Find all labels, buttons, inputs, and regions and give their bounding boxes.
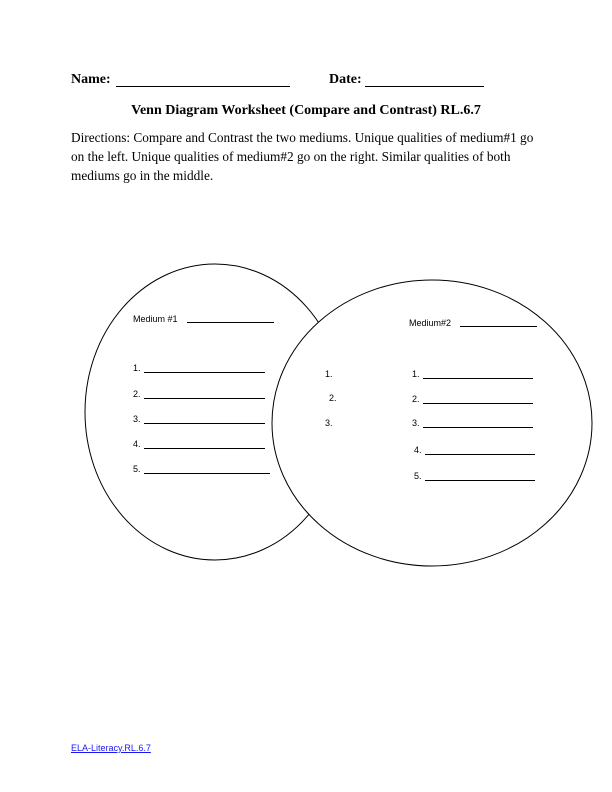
medium1-label: Medium #1 xyxy=(133,314,178,324)
name-label: Name: xyxy=(71,72,111,87)
right-item-1-line[interactable] xyxy=(423,378,533,379)
worksheet-title: Venn Diagram Worksheet (Compare and Contrast) RL.6.7 xyxy=(131,103,481,118)
right-item-3-number: 3. xyxy=(412,418,420,428)
right-item-5-line[interactable] xyxy=(425,480,535,481)
medium1-field[interactable] xyxy=(187,322,274,323)
left-item-2-number: 2. xyxy=(133,389,141,399)
medium2-label: Medium#2 xyxy=(409,318,452,328)
standard-link[interactable]: ELA-Literacy.RL.6.7 xyxy=(71,743,151,753)
left-item-3-number: 3. xyxy=(133,414,141,424)
date-label: Date: xyxy=(329,72,362,87)
right-item-5-number: 5. xyxy=(414,471,422,481)
left-item-1-number: 1. xyxy=(133,363,141,373)
left-item-2-line[interactable] xyxy=(144,398,265,399)
right-item-4-line[interactable] xyxy=(425,454,535,455)
left-item-3-line[interactable] xyxy=(144,423,265,424)
left-item-4-line[interactable] xyxy=(144,448,265,449)
middle-item-1-number: 1. xyxy=(325,369,333,379)
right-item-1-number: 1. xyxy=(412,369,420,379)
medium2-field[interactable] xyxy=(460,326,537,327)
middle-item-3-number: 3. xyxy=(325,418,333,428)
middle-item-2-number: 2. xyxy=(329,393,337,403)
right-item-2-line[interactable] xyxy=(423,403,533,404)
left-item-1-line[interactable] xyxy=(144,372,265,373)
right-item-4-number: 4. xyxy=(414,445,422,455)
left-item-5-line[interactable] xyxy=(144,473,270,474)
left-item-4-number: 4. xyxy=(133,439,141,449)
left-item-5-number: 5. xyxy=(133,464,141,474)
directions-text: Directions: Compare and Contrast the two mediums. Unique qualities of medium#1 go on the left. Unique qualities of medium#2 go on the right. Similar qualities of both mediums go in the middle. xyxy=(71,130,534,183)
right-item-2-number: 2. xyxy=(412,394,420,404)
right-item-3-line[interactable] xyxy=(423,427,533,428)
